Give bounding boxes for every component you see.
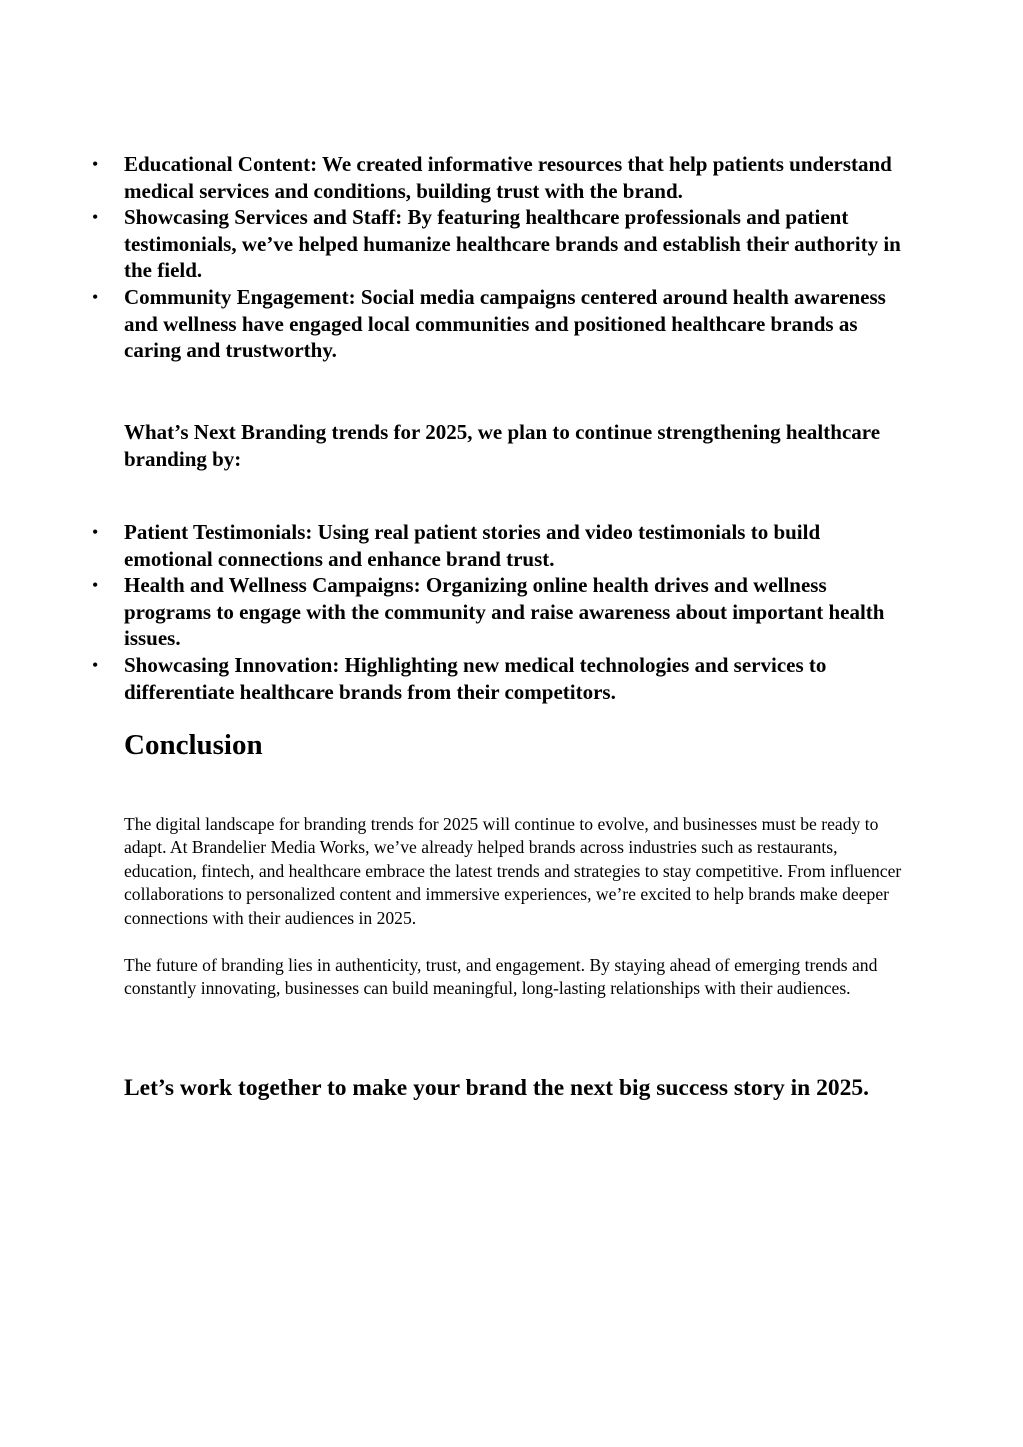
list-item: • Health and Wellness Campaigns: Organizing online health drives and wellness programs to engage with the community and raise awareness about important health issues. [124,572,914,652]
healthcare-current-list [124,151,914,364]
call-to-action: Let’s work together to make your brand the next big success story in 2025. [124,1075,870,1101]
list-item: • Educational Content: We created informative resources that help patients understand medical services and conditions, building trust with the brand. [124,151,914,204]
list-item: • Patient Testimonials: Using real patient stories and video testimonials to build emotional connections and enhance brand trust. [124,519,914,572]
next-steps-intro: What’s Next Branding trends for 2025, we plan to continue strengthening healthcare branding by: [124,420,881,471]
list-item: • Showcasing Services and Staff: By featuring healthcare professionals and patient testimonials, we’ve helped humanize healthcare brands and establish their authority in the field. [124,204,914,284]
list-item: • Community Engagement: Social media campaigns centered around health awareness and wellness have engaged local communities and positioned healthcare brands as caring and trustworthy. [124,284,914,364]
conclusion-paragraph: The future of branding lies in authenticity, trust, and engagement. By staying ahead of emerging trends and constantly innovating, businesses can build meaningful, long-lasting relationships with their audiences. [124,955,878,999]
healthcare-next-list [124,519,914,705]
list-item: • Showcasing Innovation: Highlighting new medical technologies and services to differentiate healthcare brands from their competitors. [124,652,914,705]
conclusion-heading: Conclusion [124,729,263,761]
conclusion-paragraph: The digital landscape for branding trends for 2025 will continue to evolve, and businesses must be ready to adapt. At Brandelier Media Works, we’ve already helped brands across industries such as restaurants, education, fintech, and healthcare embrace the latest trends and strategies to stay competitive. From influencer collaborations to personalized content and immersive experiences, we’re excited to help brands make deeper connections with their audiences in 2025. [124,814,902,928]
